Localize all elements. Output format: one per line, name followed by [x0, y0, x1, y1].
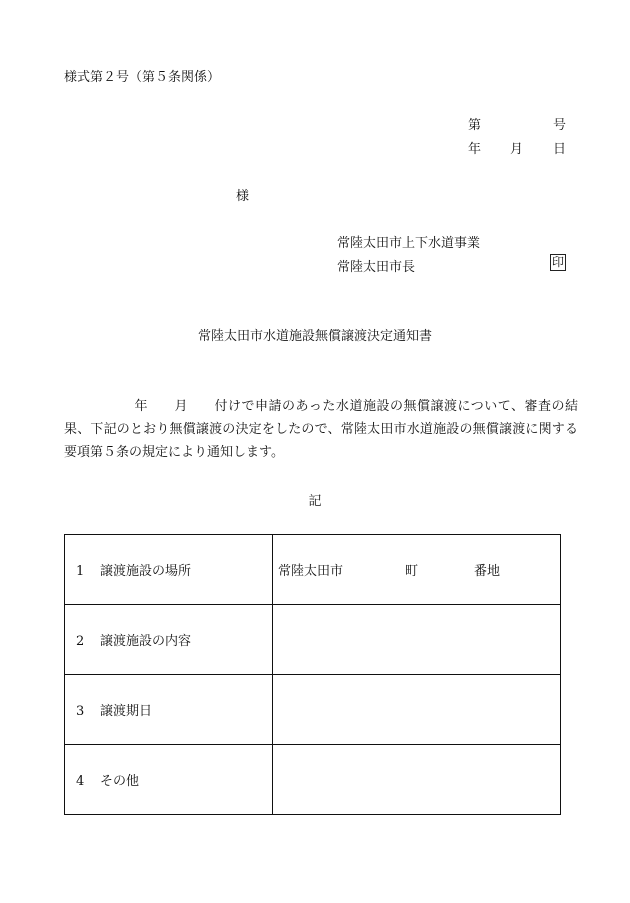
document-title: 常陸太田市水道施設無償譲渡決定通知書 [197, 329, 432, 344]
item-label: 譲渡施設の内容 [100, 634, 192, 649]
item-label-cell [65, 675, 273, 745]
addressee-honorific: 様 [236, 189, 250, 204]
body-month: 月 [174, 399, 189, 414]
item-label-cell [65, 605, 273, 675]
location-city: 常陸太田市 [278, 564, 344, 579]
date-month: 月 [510, 142, 524, 157]
location-banchi: 番地 [474, 564, 501, 579]
item-label: その他 [100, 774, 140, 789]
ki-heading: 記 [308, 494, 322, 509]
date-year: 年 [468, 142, 482, 157]
item-label-cell [65, 745, 273, 815]
item-number: 4 [76, 774, 85, 789]
number-suffix: 号 [552, 118, 566, 133]
location-town: 町 [405, 564, 419, 579]
item-number: 2 [76, 634, 85, 649]
seal-mark: 印 [552, 255, 565, 269]
form-label: 様式第２号（第５条関係） [64, 70, 221, 85]
items-table [64, 534, 561, 815]
item-label: 譲渡期日 [100, 704, 153, 719]
item-label: 譲渡施設の場所 [100, 564, 192, 579]
item-number: 1 [76, 564, 85, 579]
body-text: 付けで申請のあった水道施設の無償譲渡について、審査の結果、下記のとおり無償譲渡の決定をしたので、常陸太田市水道施設の無償譲渡に関する要項第５条の規定により通知します。 [64, 399, 578, 460]
item-value-cell [273, 535, 561, 605]
table-row [65, 535, 561, 605]
table-row [65, 745, 561, 815]
number-prefix: 第 [468, 118, 482, 133]
item-number: 3 [76, 704, 85, 719]
table-row [65, 675, 561, 745]
issuer-organization: 常陸太田市上下水道事業 [337, 236, 481, 251]
date-day: 日 [552, 142, 566, 157]
item-label-cell [65, 535, 273, 605]
item-value-cell [273, 605, 561, 675]
item-value-cell [273, 745, 561, 815]
item-value-cell [273, 675, 561, 745]
body-year: 年 [134, 399, 149, 414]
body-paragraph [64, 395, 578, 464]
table-row [65, 605, 561, 675]
issuer-name: 常陸太田市長 [337, 260, 416, 275]
